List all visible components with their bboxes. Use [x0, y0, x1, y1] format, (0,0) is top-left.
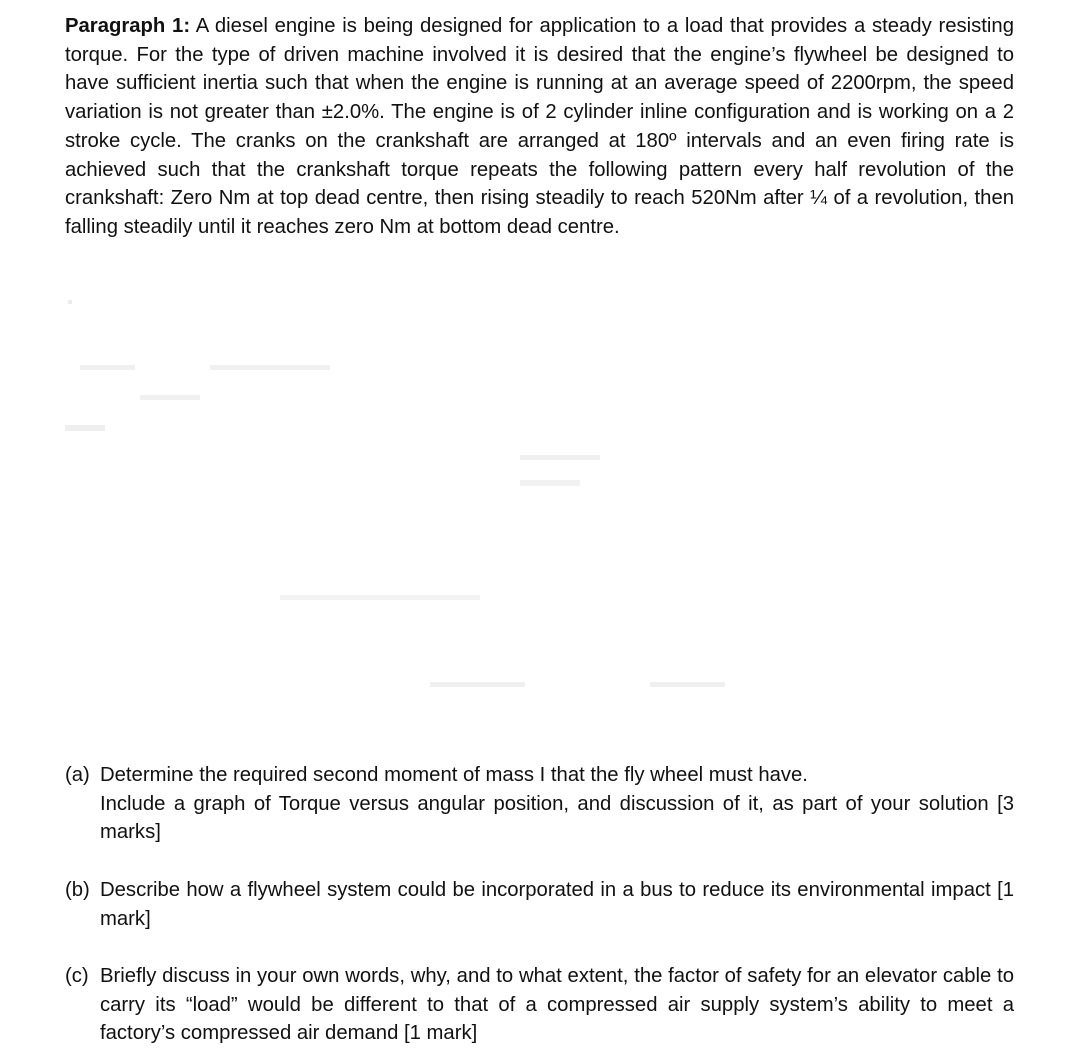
question-c-label: (c): [65, 965, 89, 987]
question-b-body: [100, 876, 1014, 933]
ghost-mark: [280, 595, 480, 600]
question-b-label: (b): [65, 879, 90, 901]
ghost-mark: [520, 455, 600, 460]
paragraph-1: [65, 12, 1014, 242]
question-c: [65, 962, 1014, 1048]
bleed-through-area: [60, 290, 1010, 710]
question-a-line-2: Include a graph of Torque versus angular position, and discussion of it, as part of your solution [3 marks]: [100, 792, 1014, 844]
paragraph-label: Paragraph 1:: [65, 15, 191, 37]
question-b-line-1: Describe how a flywheel system could be incorporated in a bus to reduce its environmental impact [1 mark]: [100, 879, 1014, 930]
question-a-line-1: Determine the required second moment of mass I that the fly wheel must have.: [100, 764, 808, 786]
ghost-mark: [65, 425, 105, 431]
ghost-mark: [430, 682, 525, 687]
paragraph-text: A diesel engine is being designed for application to a load that provides a steady resisting torque. For the type of driven machine involved it is desired that the engine’s flywheel be designed to have sufficient inertia such that when the engine is running at an average speed of 2200rpm, the speed variation is not greater than ±2.0%. The engine is of 2 cylinder inline configuration and is working on a 2 stroke cycle. The cranks on the crankshaft are arranged at 180º intervals and an even firing rate is achieved such that the crankshaft torque repeats the following pattern every half revolution of the crankshaft: Zero Nm at top dead centre, then rising steadily to reach 520Nm after ¼ of a revolution, then falling steadily until it reaches zero Nm at bottom dead centre.: [65, 15, 1014, 238]
question-b: [65, 876, 1014, 933]
ghost-mark: [80, 365, 135, 370]
question-c-line-1: Briefly discuss in your own words, why, and to what extent, the factor of safety for an elevator cable to carry its “load” would be different to that of a compressed air supply system’s ability to meet a factory’s compressed air demand [1 mark]: [100, 965, 1014, 1045]
ghost-mark: [210, 365, 330, 370]
question-a: [65, 761, 1014, 847]
ghost-mark: [520, 480, 580, 486]
question-c-body: [100, 962, 1014, 1048]
ghost-mark: [140, 395, 200, 400]
ghost-mark: [68, 300, 72, 304]
question-a-label: (a): [65, 764, 90, 786]
question-a-body: [100, 761, 1014, 847]
ghost-mark: [650, 682, 725, 687]
